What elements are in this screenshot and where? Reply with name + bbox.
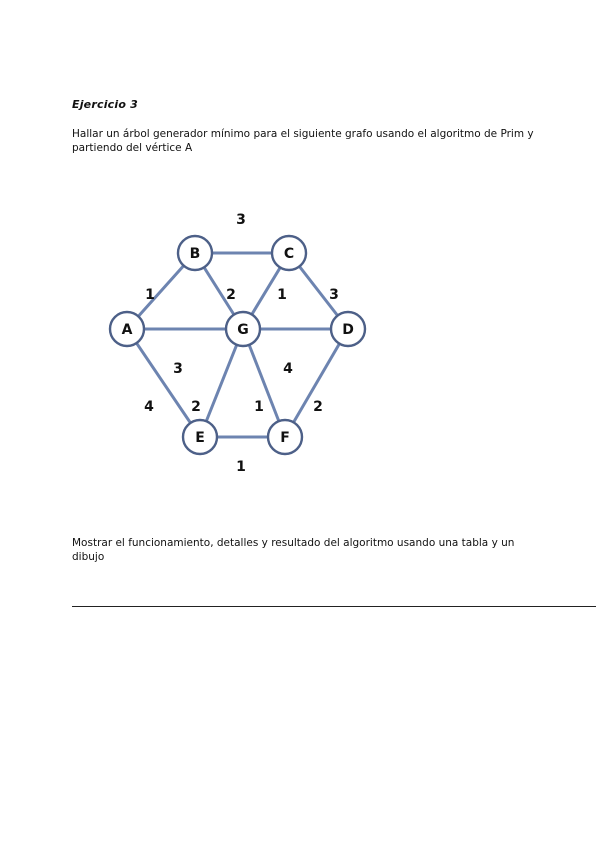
graph-nodes [110,236,365,454]
edge-weight-b-c: 3 [236,212,246,228]
exercise-title: Ejercicio 3 [72,98,138,111]
node-label-d: D [342,322,354,338]
node-f [268,420,302,454]
divider-line [72,606,596,607]
node-label-f: F [280,430,290,446]
edge-weight-a-e: 4 [144,399,154,415]
edge-weight-d-f: 2 [313,399,323,415]
node-b [178,236,212,270]
node-c [272,236,306,270]
edge-weight-g-e: 2 [191,399,201,415]
edge-weight-a-g: 3 [173,361,183,377]
edge-weight-g-f: 1 [254,399,264,415]
node-d [331,312,365,346]
edge-weight-g-d: 4 [283,361,293,377]
instructions-line-2: dibujo [72,551,105,563]
instructions-line-1: Mostrar el funcionamiento, detalles y resultado del algoritmo usando una tabla y un [72,537,515,549]
node-label-e: E [195,430,205,446]
edge-weight-e-f: 1 [236,459,246,475]
edge-weight-c-g: 1 [277,287,287,303]
node-g [226,312,260,346]
edge-weight-b-g: 2 [226,287,236,303]
edge-weight-a-b: 1 [145,287,155,303]
edge-a-e [127,329,200,437]
node-label-g: G [237,322,249,338]
exercise-instructions [72,536,587,564]
node-label-c: C [283,246,295,262]
node-e [183,420,217,454]
node-a [110,312,144,346]
statement-line-1: Hallar un árbol generador mínimo para el siguiente grafo usando el algoritmo de Prim y [72,128,534,140]
edge-weight-c-d: 3 [329,287,339,303]
edge-d-f [285,329,348,437]
statement-line-2: partiendo del vértice A [72,142,193,154]
node-label-a: A [121,322,133,338]
node-label-b: B [189,246,201,262]
